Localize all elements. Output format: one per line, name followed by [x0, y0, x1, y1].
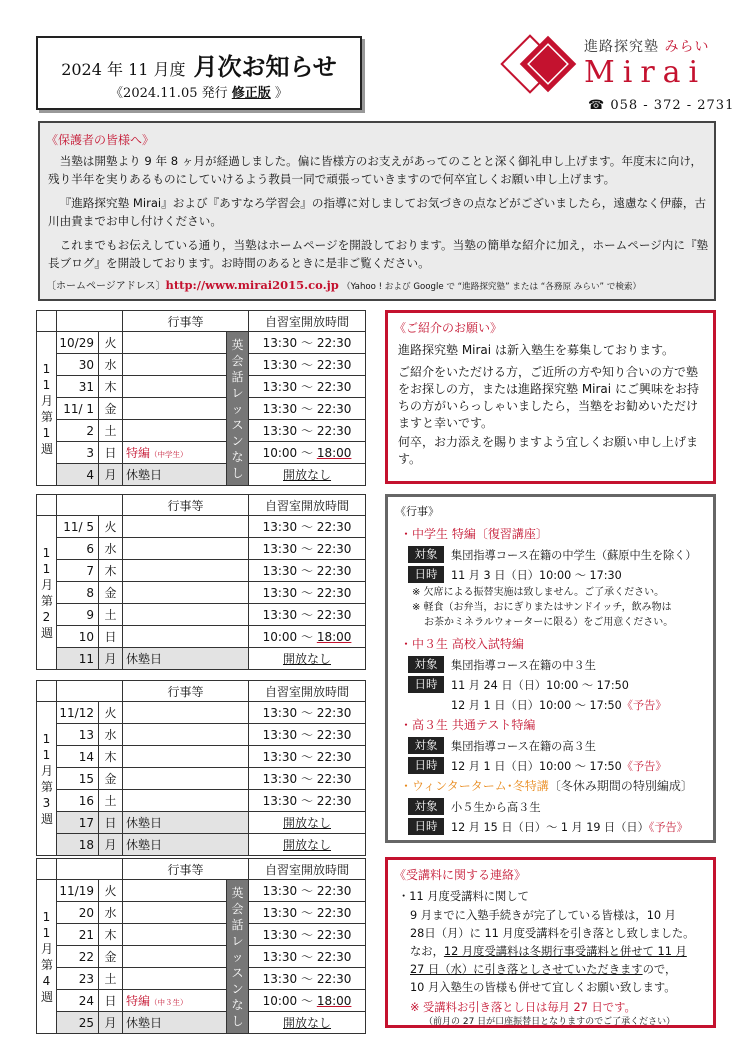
- event-target: 集団指導コース在籍の高３生: [451, 740, 596, 753]
- events-title: 《行事》: [395, 505, 439, 518]
- referral-title: 《ご紹介のお願い》: [394, 321, 503, 335]
- brand-name-en: Mirai: [584, 55, 707, 90]
- day-of-week: 金: [99, 582, 123, 604]
- week-label: 11月第1週: [37, 332, 57, 486]
- day-event: [123, 626, 249, 648]
- day-of-week: 木: [99, 746, 123, 768]
- day-of-week: 月: [99, 648, 123, 670]
- day-event: [123, 924, 227, 946]
- target-label: 対象: [408, 546, 444, 563]
- day-event: 休塾日: [123, 648, 249, 670]
- schedule-row: [37, 902, 366, 924]
- guardian-paragraph: これまでもお伝えしている通り，当塾はホームページを開設しております。当塾の簡単な紹介に加え，ホームページ内に『塾長ブログ』を開設しております。お時間のあるときに是非ご覧ください。: [48, 238, 709, 270]
- hours-header: 自習室開放時間: [249, 859, 366, 880]
- day-event: 休塾日: [123, 834, 249, 856]
- day-date: 14: [57, 746, 99, 768]
- event-heading: ・中学生 特編〔復習講座〕: [400, 527, 548, 541]
- day-of-week: 土: [99, 420, 123, 442]
- day-event: 休塾日: [123, 464, 227, 486]
- day-date: 25: [57, 1012, 99, 1034]
- day-event: 休塾日: [123, 812, 249, 834]
- guardian-paragraph: 当塾は開塾より 9 年 8 ヶ月が経過しました。偏に皆様方のお支えがあってのことと深く御礼申し上げます。年度末に向け，残り半年を実りあるものにしていけるよう教員一同で頑張っていきますので何卒宜しくお願い申し上げます。: [48, 154, 703, 186]
- event-datetime: 12 月 1 日（日）10:00 ～ 17:50《予告》: [451, 699, 667, 712]
- schedule-row: [37, 538, 366, 560]
- study-room-hours: 10:00 ～ 18:00: [249, 626, 366, 648]
- day-event: [123, 354, 227, 376]
- target-label: 対象: [408, 798, 444, 815]
- schedule-row: [37, 702, 366, 724]
- event-datetime: 12 月 15 日（日）～ 1 月 19 日（日）《予告》: [451, 821, 688, 834]
- homepage-link[interactable]: http://www.mirai2015.co.jp: [165, 278, 339, 292]
- tuition-line: なお，12 月度受講料は冬期行事受講料と併せて 11 月: [410, 945, 687, 958]
- schedule-row: [37, 516, 366, 538]
- title-box: [36, 36, 362, 110]
- schedule-row: [37, 924, 366, 946]
- day-event: [123, 768, 249, 790]
- day-date: 11/ 1: [57, 398, 99, 420]
- schedule-row: [37, 812, 366, 834]
- schedule-row: [37, 880, 366, 902]
- hours-header: 自習室開放時間: [249, 495, 366, 516]
- day-event: [123, 746, 249, 768]
- schedule-row: [37, 768, 366, 790]
- guardian-notice-title: 《保護者の皆様へ》: [46, 133, 155, 147]
- day-event: [123, 790, 249, 812]
- study-room-hours: 10:00 ～ 18:00: [249, 442, 366, 464]
- day-date: 21: [57, 924, 99, 946]
- day-of-week: 月: [99, 1012, 123, 1034]
- day-event: 特編（中学生）: [123, 442, 227, 464]
- day-of-week: 木: [99, 376, 123, 398]
- page-title: 月次お知らせ: [193, 52, 337, 81]
- schedule-row: [37, 724, 366, 746]
- study-room-hours: 13:30 ～ 22:30: [249, 924, 366, 946]
- homepage-line: 〔ホームページアドレス〕http://www.mirai2015.co.jp （Yahoo ! および Google で “進路探究塾” または “各務原 みらい” で検索）: [46, 278, 642, 292]
- day-date: 31: [57, 376, 99, 398]
- day-of-week: 水: [99, 538, 123, 560]
- day-date: 3: [57, 442, 99, 464]
- day-event: [123, 516, 249, 538]
- day-date: 24: [57, 990, 99, 1012]
- schedule-row: [37, 968, 366, 990]
- study-room-hours: 13:30 ～ 22:30: [249, 768, 366, 790]
- day-of-week: 日: [99, 990, 123, 1012]
- schedule-row: [37, 990, 366, 1012]
- schedule-row: [37, 834, 366, 856]
- day-of-week: 土: [99, 604, 123, 626]
- day-of-week: 木: [99, 560, 123, 582]
- day-date: 9: [57, 604, 99, 626]
- schedule-row: [37, 946, 366, 968]
- tuition-line: 9 月までに入塾手続きが完了している皆様は，10 月: [410, 909, 676, 922]
- day-event: [123, 420, 227, 442]
- study-room-hours: 開放なし: [249, 812, 366, 834]
- study-room-hours: 開放なし: [249, 834, 366, 856]
- day-date: 11/12: [57, 702, 99, 724]
- referral-paragraph: 進路探究塾 Mirai は新入塾生を募集しております。: [398, 343, 674, 357]
- tuition-line: 27 日（水）に引き落としさせていただきますので，: [410, 963, 677, 976]
- hours-header: 自習室開放時間: [249, 311, 366, 332]
- week-label: 11月第2週: [37, 516, 57, 670]
- study-room-hours: 13:30 ～ 22:30: [249, 968, 366, 990]
- day-event: 休塾日: [123, 1012, 227, 1034]
- day-date: 6: [57, 538, 99, 560]
- day-date: 20: [57, 902, 99, 924]
- day-of-week: 金: [99, 398, 123, 420]
- day-of-week: 土: [99, 790, 123, 812]
- day-of-week: 火: [99, 702, 123, 724]
- schedule-row: [37, 746, 366, 768]
- day-event: [123, 724, 249, 746]
- tuition-title: 《受講料に関する連絡》: [394, 868, 527, 882]
- tuition-line: 28日（月）に 11 月度受講料を引き落とし致しました。: [410, 927, 695, 940]
- mirai-logo-icon: [496, 30, 580, 108]
- day-of-week: 水: [99, 724, 123, 746]
- day-event: [123, 332, 227, 354]
- day-event: [123, 702, 249, 724]
- tuition-debit-day: ※ 受講料お引き落とし日は毎月 27 日です。: [410, 1001, 636, 1014]
- schedule-week-table: [36, 858, 366, 1034]
- events-box: [385, 494, 716, 843]
- schedule-row: [37, 376, 366, 398]
- week-label: 11月第4週: [37, 880, 57, 1034]
- day-of-week: 木: [99, 924, 123, 946]
- schedule-row: [37, 420, 366, 442]
- day-of-week: 水: [99, 354, 123, 376]
- tuition-line: 10 月入塾生の皆様も併せて宜しくお願い致します。: [410, 981, 676, 994]
- day-of-week: 月: [99, 834, 123, 856]
- study-room-hours: 開放なし: [249, 1012, 366, 1034]
- target-label: 対象: [408, 656, 444, 673]
- day-date: 15: [57, 768, 99, 790]
- brand-name-jp: 進路探究塾 みらい: [584, 39, 710, 55]
- study-room-hours: 13:30 ～ 22:30: [249, 398, 366, 420]
- events-header: 行事等: [123, 311, 249, 332]
- day-event: [123, 376, 227, 398]
- revised-label: 修正版: [231, 86, 271, 101]
- study-room-hours: 13:30 ～ 22:30: [249, 724, 366, 746]
- day-event: [123, 538, 249, 560]
- referral-paragraph: 何卒，お力添えを賜りますよう宜しくお願い申し上げます。: [398, 435, 699, 466]
- event-note: ※ 軽食（お弁当，おにぎりまたはサンドイッチ，飲み物は: [412, 602, 672, 613]
- day-date: 16: [57, 790, 99, 812]
- hours-header: 自習室開放時間: [249, 681, 366, 702]
- day-of-week: 土: [99, 968, 123, 990]
- day-of-week: 火: [99, 332, 123, 354]
- title-year-month: 2024 年 11 月度: [61, 60, 186, 79]
- week-label: 11月第3週: [37, 702, 57, 856]
- day-event: [123, 398, 227, 420]
- event-target: 集団指導コース在籍の中３生: [451, 659, 596, 672]
- day-date: 18: [57, 834, 99, 856]
- study-room-hours: 13:30 ～ 22:30: [249, 332, 366, 354]
- study-room-hours: 13:30 ～ 22:30: [249, 746, 366, 768]
- schedule-row: [37, 560, 366, 582]
- study-room-hours: 13:30 ～ 22:30: [249, 376, 366, 398]
- day-event: [123, 880, 227, 902]
- day-of-week: 水: [99, 902, 123, 924]
- day-date: 10: [57, 626, 99, 648]
- day-of-week: 月: [99, 464, 123, 486]
- day-event: [123, 560, 249, 582]
- day-date: 11: [57, 648, 99, 670]
- schedule-week-table: [36, 494, 366, 670]
- day-event: 特編（中３生）: [123, 990, 227, 1012]
- day-date: 17: [57, 812, 99, 834]
- events-header: 行事等: [123, 495, 249, 516]
- day-of-week: 日: [99, 812, 123, 834]
- tuition-footnote: （前月の 27 日が口座振替日となりますのでご了承ください）: [424, 1017, 676, 1027]
- datetime-label: 日時: [408, 818, 444, 835]
- schedule-week-table: [36, 310, 366, 486]
- day-date: 11/ 5: [57, 516, 99, 538]
- day-event: [123, 946, 227, 968]
- day-of-week: 火: [99, 516, 123, 538]
- day-of-week: 火: [99, 880, 123, 902]
- event-note: お茶かミネラルウォーターに限る）をご用意ください。: [424, 617, 674, 628]
- study-room-hours: 13:30 ～ 22:30: [249, 880, 366, 902]
- study-room-hours: 13:30 ～ 22:30: [249, 420, 366, 442]
- target-label: 対象: [408, 737, 444, 754]
- day-date: 23: [57, 968, 99, 990]
- schedule-row: [37, 648, 366, 670]
- day-event: [123, 604, 249, 626]
- event-datetime: 11 月 3 日（日）10:00 ～ 17:30: [451, 569, 622, 582]
- schedule-row: [37, 582, 366, 604]
- tuition-line: ・11 月度受講料に関して: [398, 890, 529, 903]
- study-room-hours: 開放なし: [249, 648, 366, 670]
- guardian-paragraph: 『進路探究塾 Mirai』および『あすなろ学習会』の指導に対しましてお気づきの点などがございましたら，遠慮なく伊藤，古川由貴までお申し付けください。: [48, 196, 707, 228]
- day-date: 8: [57, 582, 99, 604]
- study-room-hours: 13:30 ～ 22:30: [249, 538, 366, 560]
- study-room-hours: 10:00 ～ 18:00: [249, 990, 366, 1012]
- schedule-row: [37, 790, 366, 812]
- study-room-hours: 13:30 ～ 22:30: [249, 560, 366, 582]
- no-english-lesson-note: 英会話レッスンなし: [227, 880, 249, 1034]
- study-room-hours: 13:30 ～ 22:30: [249, 946, 366, 968]
- day-date: 30: [57, 354, 99, 376]
- datetime-label: 日時: [408, 676, 444, 693]
- guardian-notice: [38, 121, 716, 301]
- study-room-hours: 13:30 ～ 22:30: [249, 604, 366, 626]
- day-of-week: 日: [99, 626, 123, 648]
- event-target: 小５生から高３生: [451, 801, 541, 814]
- schedule-row: [37, 398, 366, 420]
- day-event: [123, 582, 249, 604]
- day-date: 10/29: [57, 332, 99, 354]
- day-date: 11/19: [57, 880, 99, 902]
- events-header: 行事等: [123, 859, 249, 880]
- referral-paragraph: ご紹介をいただける方，ご近所の方や知り合いの方で塾をお探しの方，または進路探究塾 Mirai にご興味をお持ちの方がいらっしゃいましたら，当塾をお勧めいただけますと幸いです。: [398, 365, 699, 430]
- schedule-week-table: [36, 680, 366, 856]
- day-date: 4: [57, 464, 99, 486]
- day-event: [123, 902, 227, 924]
- schedule-row: [37, 604, 366, 626]
- event-datetime: 12 月 1 日（日）10:00 ～ 17:50《予告》: [451, 760, 667, 773]
- study-room-hours: 13:30 ～ 22:30: [249, 790, 366, 812]
- event-heading: ・中３生 高校入試特編: [400, 637, 524, 651]
- phone-number: ☎ 058 - 372 - 2731: [588, 98, 735, 113]
- day-of-week: 金: [99, 946, 123, 968]
- schedule-row: [37, 464, 366, 486]
- no-english-lesson-note: 英会話レッスンなし: [227, 332, 249, 486]
- event-note: ※ 欠席による振替実施は致しません。ご了承ください。: [412, 587, 665, 598]
- issue-date: 《2024.11.05 発行 修正版 》: [110, 86, 288, 101]
- day-date: 2: [57, 420, 99, 442]
- datetime-label: 日時: [408, 757, 444, 774]
- study-room-hours: 13:30 ～ 22:30: [249, 516, 366, 538]
- event-heading: ・高３生 共通テスト特編: [400, 718, 536, 732]
- study-room-hours: 13:30 ～ 22:30: [249, 702, 366, 724]
- schedule-row: [37, 1012, 366, 1034]
- event-heading: ・ウィンターターム･冬特講〔冬休み期間の特別編成〕: [400, 779, 693, 793]
- schedule-row: [37, 626, 366, 648]
- study-room-hours: 13:30 ～ 22:30: [249, 582, 366, 604]
- tuition-notice: [385, 857, 716, 1028]
- study-room-hours: 開放なし: [249, 464, 366, 486]
- datetime-label: 日時: [408, 566, 444, 583]
- study-room-hours: 13:30 ～ 22:30: [249, 902, 366, 924]
- day-date: 13: [57, 724, 99, 746]
- day-event: [123, 968, 227, 990]
- event-datetime: 11 月 24 日（日）10:00 ～ 17:50: [451, 679, 629, 692]
- study-room-hours: 13:30 ～ 22:30: [249, 354, 366, 376]
- day-date: 7: [57, 560, 99, 582]
- day-of-week: 日: [99, 442, 123, 464]
- referral-request: [385, 310, 716, 484]
- events-header: 行事等: [123, 681, 249, 702]
- day-date: 22: [57, 946, 99, 968]
- schedule-row: [37, 332, 366, 354]
- schedule-row: [37, 354, 366, 376]
- day-of-week: 金: [99, 768, 123, 790]
- event-target: 集団指導コース在籍の中学生（蘇原中生を除く）: [451, 549, 697, 562]
- schedule-row: [37, 442, 366, 464]
